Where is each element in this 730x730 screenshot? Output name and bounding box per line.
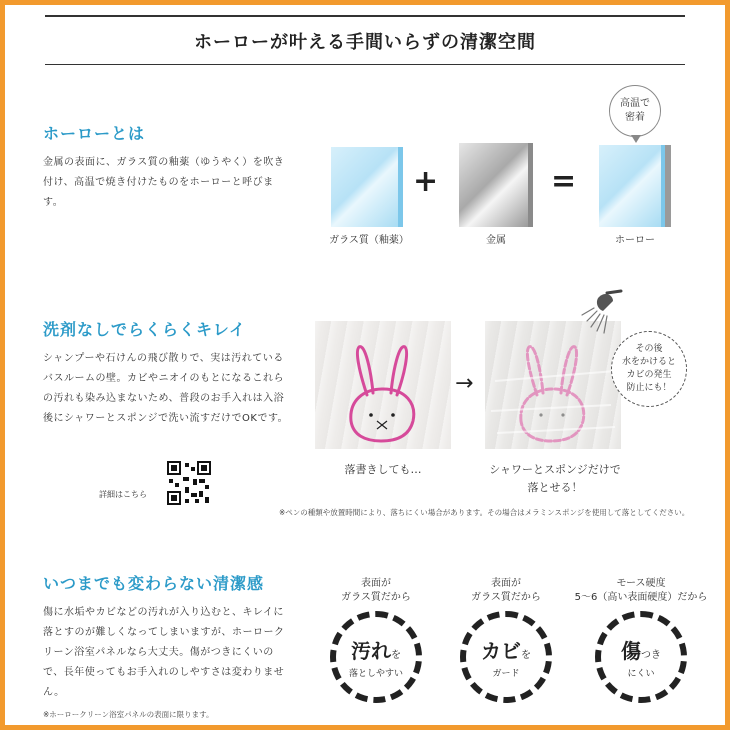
- feature-circle-scratch: [595, 611, 687, 703]
- feature-sub-text: にくい: [627, 669, 655, 679]
- after-caption-line1: シャワーとスポンジだけで: [489, 463, 621, 476]
- after-photo: [485, 321, 621, 449]
- feature-particle: つき: [641, 650, 661, 661]
- header-bar: [45, 15, 685, 65]
- shower-note-line1: その後: [635, 344, 663, 354]
- bubble-tail: [631, 135, 641, 143]
- section1-body: 金属の表面に、ガラス質の釉薬（ゆうやく）を吹き付け、高温で焼き付けたものをホーローと呼びます。: [43, 157, 285, 208]
- shower-note-line4: 防止にも！: [626, 383, 672, 393]
- feature-head-scratch: [571, 577, 711, 605]
- section2-body: シャンプーや石けんの飛び散りで、実は汚れているバスルームの壁。カビやニオイのもとになるこれらの汚れも染み込まないため、普段のお手入れは入浴後にシャワーとスポンジで洗い流すだけでOKです。: [43, 353, 289, 424]
- feature-circle-mold: [460, 611, 552, 703]
- shower-head-icon: [577, 289, 625, 335]
- feature-head-line1: 表面が: [361, 578, 391, 589]
- bubble-line1: 高温で: [620, 98, 650, 109]
- qr-code-icon[interactable]: [167, 461, 211, 505]
- feature-sub-text: ガード: [492, 669, 520, 679]
- before-photo: [315, 321, 451, 449]
- feature-particle: を: [521, 650, 531, 661]
- enamel-panel-caption: ホーロー: [615, 235, 655, 246]
- section3-body: 傷に水垢やカビなどの汚れが入り込むと、キレイに落とすのが難しくなってしまいますが、ホーロークリーン浴室パネルなら大丈夫。傷がつきにくいので、長年使ってもお手入れのしやすさは変わりません。: [43, 607, 285, 698]
- section1-title: ホーローとは: [43, 124, 146, 143]
- page-title: ホーローが叶える手間いらずの清潔空間: [194, 31, 536, 53]
- feature-particle: を: [390, 650, 401, 661]
- feature-main-text: 汚れ: [350, 639, 391, 663]
- after-caption: [475, 461, 635, 497]
- enamel-panel-image: [599, 145, 665, 227]
- high-temp-bubble: [609, 85, 661, 137]
- rabbit-drawing-icon: [315, 321, 451, 449]
- before-caption: 落書きしても…: [344, 463, 422, 476]
- plus-sign: +: [413, 164, 439, 199]
- panel-note: ※ホーロークリーン浴室パネルの表面に限ります。: [43, 710, 214, 719]
- feature-head-line1: モース硬度: [616, 578, 666, 589]
- section2-title: 洗剤なしでらくらくキレイ: [43, 320, 247, 339]
- feature-circle-dirt: [330, 611, 422, 703]
- feature-head-line1: 表面が: [491, 578, 521, 589]
- qr-label: 詳細はこちら: [99, 490, 147, 499]
- feature-main-text: 傷: [621, 639, 641, 663]
- shower-note-badge: [611, 331, 687, 407]
- page: [5, 5, 725, 725]
- feature-head-line2: ガラス質だから: [341, 592, 411, 603]
- faded-rabbit-drawing-icon: [485, 321, 621, 449]
- feature-head-line2: 5〜6（高い表面硬度）だから: [574, 592, 708, 603]
- shower-note-line2: 水をかけると: [621, 357, 676, 367]
- feature-main-text: カビ: [481, 639, 521, 663]
- equals-sign: =: [551, 164, 577, 199]
- glass-panel-caption: ガラス質（釉薬）: [329, 235, 409, 246]
- metal-panel-image: [459, 143, 533, 227]
- metal-panel-caption: 金属: [486, 235, 506, 246]
- feature-sub-text: 落としやすい: [348, 669, 403, 679]
- after-caption-line2: 落とせる！: [527, 481, 583, 494]
- arrow-right-icon: →: [455, 371, 474, 396]
- bubble-line2: 密着: [625, 112, 645, 123]
- feature-head-dirt: [311, 577, 441, 605]
- glass-panel-image: [331, 147, 403, 227]
- shower-note-line3: カビの発生: [626, 370, 672, 380]
- pen-note: ※ペンの種類や放置時間により、落ちにくい場合があります。その場合はメラミンスポンジを使用して落としてください。: [279, 508, 690, 517]
- feature-head-line2: ガラス質だから: [471, 592, 541, 603]
- section3-title: いつまでも変わらない清潔感: [43, 574, 265, 593]
- feature-head-mold: [441, 577, 571, 605]
